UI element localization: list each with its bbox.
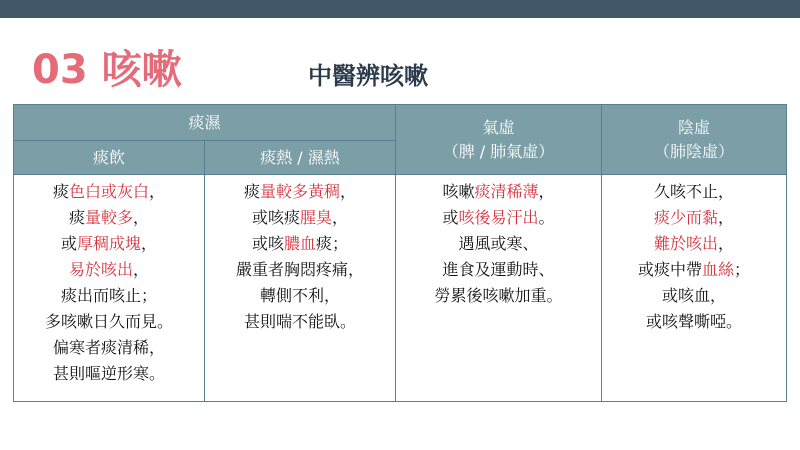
header-qi-line2: （脾 / 肺氣虛） (442, 141, 555, 161)
header-phlegm-damp: 痰濕 (14, 105, 396, 141)
symptom-line (16, 231, 202, 257)
symptom-text: 勞累後咳嗽加重。 (434, 286, 563, 305)
symptom-line (398, 205, 599, 231)
symptom-text: 多咳嗽日久而見。 (44, 312, 173, 331)
symptom-line (16, 361, 202, 387)
symptom-text: 偏寒者痰清稀， (52, 338, 165, 357)
symptom-text: 進食及運動時、 (442, 260, 555, 279)
highlighted-text: 量較多黃稠 (260, 182, 341, 201)
symptom-text: 或咳血， (662, 286, 727, 305)
symptom-text: 痰； (316, 234, 349, 253)
header-yin-line1: 陰虛 (678, 117, 711, 137)
symptom-text: 甚則喘不能臥。 (244, 312, 357, 331)
header-yin-line2: （肺陰虛） (654, 141, 735, 161)
symptom-line (604, 257, 784, 283)
symptom-line (16, 309, 202, 335)
symptom-line (604, 231, 784, 257)
symptom-line (207, 205, 393, 231)
highlighted-text: 咳後易汗出 (458, 208, 539, 227)
symptom-line (604, 283, 784, 309)
symptom-line (16, 205, 202, 231)
symptom-line (16, 335, 202, 361)
cell-phlegm-heat (205, 175, 396, 402)
tcm-cough-table (13, 104, 787, 402)
highlighted-text: 痰清稀薄 (474, 182, 539, 201)
highlighted-text: 厚稠成塊 (76, 234, 141, 253)
header-qi-deficiency (396, 105, 602, 175)
symptom-text: 痰 (52, 182, 69, 201)
highlighted-text: 膿血 (284, 234, 317, 253)
symptom-line (207, 231, 393, 257)
symptom-text: 咳嗽 (442, 182, 475, 201)
symptom-line (16, 283, 202, 309)
symptom-line (207, 309, 393, 335)
cell-yin-deficiency (602, 175, 787, 402)
cell-phlegm-fluid (14, 175, 205, 402)
symptom-text: 痰出而咳止； (60, 286, 157, 305)
symptom-text: ， (718, 208, 735, 227)
symptom-text: ， (340, 182, 357, 201)
symptom-line (207, 179, 393, 205)
symptom-text: 痰 (68, 208, 85, 227)
top-banner (0, 0, 800, 18)
symptom-line (398, 179, 599, 205)
symptom-text: 或咳聲嘶啞。 (646, 312, 743, 331)
symptom-text: ， (133, 208, 150, 227)
symptom-line (398, 283, 599, 309)
header-phlegm-fluid: 痰飲 (14, 141, 205, 175)
header-yin-deficiency (602, 105, 787, 175)
symptom-text: 遇風或寒、 (458, 234, 539, 253)
symptom-text: ， (538, 182, 555, 201)
symptom-line (604, 179, 784, 205)
symptom-text: 或 (60, 234, 77, 253)
symptom-text: 久咳不止， (654, 182, 735, 201)
symptom-line (207, 257, 393, 283)
highlighted-text: 血絲 (702, 260, 735, 279)
symptom-line (604, 205, 784, 231)
symptom-text: ， (718, 234, 735, 253)
symptom-text: 甚則嘔逆形寒。 (52, 364, 165, 383)
symptom-text: 或 (442, 208, 459, 227)
symptom-text: ， (141, 234, 158, 253)
symptom-text: 嚴重者胸悶疼痛， (236, 260, 365, 279)
highlighted-text: 腥臭 (300, 208, 333, 227)
symptom-text: 痰 (243, 182, 260, 201)
symptom-text: 。 (538, 208, 555, 227)
symptom-text: 或咳痰 (251, 208, 300, 227)
highlighted-text: 色白或灰白 (68, 182, 149, 201)
cell-qi-deficiency (396, 175, 602, 402)
symptom-text: 或痰中帶 (637, 260, 702, 279)
header-qi-line1: 氣虛 (482, 117, 515, 137)
symptom-text: ； (734, 260, 751, 279)
symptom-line (398, 231, 599, 257)
symptom-line (604, 309, 784, 335)
symptom-text: 或咳 (251, 234, 284, 253)
symptom-line (207, 283, 393, 309)
symptom-line (398, 257, 599, 283)
slide-number-title: 03 咳嗽 (32, 47, 182, 93)
highlighted-text: 量較多 (84, 208, 133, 227)
highlighted-text: 易於咳出 (68, 260, 133, 279)
highlighted-text: 難於咳出 (654, 234, 719, 253)
highlighted-text: 痰少而黏 (654, 208, 719, 227)
symptom-text: 轉側不利， (260, 286, 341, 305)
symptom-text: ， (149, 182, 166, 201)
symptom-text: ， (133, 260, 150, 279)
symptom-line (16, 179, 202, 205)
header-phlegm-heat: 痰熱 / 濕熱 (205, 141, 396, 175)
slide-title: 中醫辨咳嗽 (308, 62, 428, 90)
symptom-text: ， (332, 208, 349, 227)
symptom-line (16, 257, 202, 283)
